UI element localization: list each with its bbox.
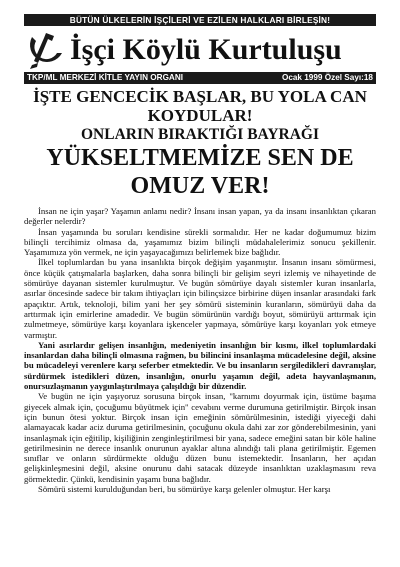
- headline-line-5: OMUZ VER!: [130, 173, 270, 199]
- headline-line-4: YÜKSELTMEMİZE SEN DE: [46, 145, 354, 171]
- slogan-bar: BÜTÜN ÜLKELERİN İŞÇİLERİ VE EZİLEN HALKLARI BİRLEŞİN!: [24, 14, 376, 26]
- headline-line-1: İŞTE GENCECİK BAŞLAR, BU YOLA CAN: [33, 87, 367, 106]
- paragraph-1: İnsan ne için yaşar? Yaşamın anlamı nedir? İnsanı insan yapan, ya da insanı insanlıktan çıkaran değerler nelerdir?: [24, 206, 376, 227]
- organ-label: TKP/ML MERKEZİ KİTLE YAYIN ORGANI: [27, 73, 184, 82]
- article-body: [24, 206, 376, 494]
- masthead: [24, 28, 376, 72]
- paper-name: İşçi Köylü Kurtuluşu: [70, 33, 342, 66]
- paragraph-6: Sömürü sistemi kurulduğundan beri, bu sömürüye karşı gelenler olmuştur. Her karşı: [38, 484, 331, 495]
- paragraph-3: İlkel toplumlardan bu yana insanlıkta birçok değişim yaşanmıştır. İnsanın insanı sömürmesi, önce küçük çatışmalarla başlarken, daha sonra bilinçli bir gelişim seyri izlemiş ve nihayetinde de sömürüye dayanan sistemler kurulmuştur. Ve bugün sömürüye dayalı sistemler kuran insanlarla, asırlar öncesinde sadece bir takım ihtiyaçları için bilinçsizce birbirine düşen insanlar arasındaki fark apaçıktır. Artık, teknoloji, bilim yani her şey sömürü sisteminin kuranların, sömürüyü daha da arttırmak için emirlerine amadedir. Ve bugün sömürünün vardığı boyut, sömürüyü arttırmak için zulmetmeye, sömürüye karşı koyanlara işkenceler yapmaya, sömürüye karşı koyanları yok etmeye varmıştır.: [24, 257, 376, 340]
- headline-line-2: KOYDULAR!: [147, 106, 253, 125]
- headline-line-3: ONLARIN BIRAKTIĞI BAYRAĞI: [80, 126, 319, 143]
- headline: [24, 87, 376, 200]
- hammer-sickle-icon: [24, 29, 68, 71]
- paragraph-5: Ve bugün ne için yaşıyoruz sorusuna birçok insan, "karnımı doyurmak için, üstüme başıma giyecek almak için, çocuğumu büyütmek için" cevabını verme durumuna getirilmiştir. Birçok insan için bunun ötesi yoktur. Birçok insan için emeğinin sömürülmesinin, istediği yiyeceği dahi alamayacak kadar aciz duruma getirilmesinin, çocuğunu okula dahi zar zor gönderebilmesinin, yani insanlaşmak için eğitilip, kişiliğinin zenginleştirilmesi bir yana, sadece emeğini satan bir köle haline getirilmesinin ne derece insanlık onurunun ayaklar altına alındığı tali plana getirilmiştir. Egemen sınıflar ve onların sürdürmekte olduğu düzen bunu istemektedir. İnsanların, her açıdan gelişkinleşmesini değil, aksine onurunu dahi satacak düzeyde insanlıktan uzaklaşmasını reva görmektedir. Çünkü, kendisinin yaşamı buna bağlıdır.: [24, 391, 376, 484]
- paragraph-4: Yani asırlardır gelişen insanlığın, medeniyetin insanlığın bir kısmı, ilkel toplumlardaki insanlardan daha bilinçli olmasına rağmen, bu bilincini insanlaşma mücadelesine değil, aksine bu mücadeleyi verenlere karşı seferber etmektedir. Ve bu insanların sergiledikleri davranışlar, sürdürmek istedikleri düzen, insanlığın, onurlu yaşamın değil, adeta hayvanlaşmanın, onursuzlaşmanın yaygınlaştırılmaya çalışıldığı bir düzendir.: [24, 339, 376, 392]
- info-bar: [24, 72, 376, 84]
- issue-label: Ocak 1999 Özel Sayı:18: [281, 73, 373, 82]
- paragraph-2: İnsan yaşamında bu soruları kendisine sürekli sormalıdır. Her ne kadar doğumumuz bizim bilinçli tercihimiz olmasa da, yaşamımız bizim bilinçli müdahalelerimiz sonucu şekillenir. Yaşamımıza yön vermek, ne için yaşayacağımızı belirlemek bize bağlıdır.: [24, 226, 376, 258]
